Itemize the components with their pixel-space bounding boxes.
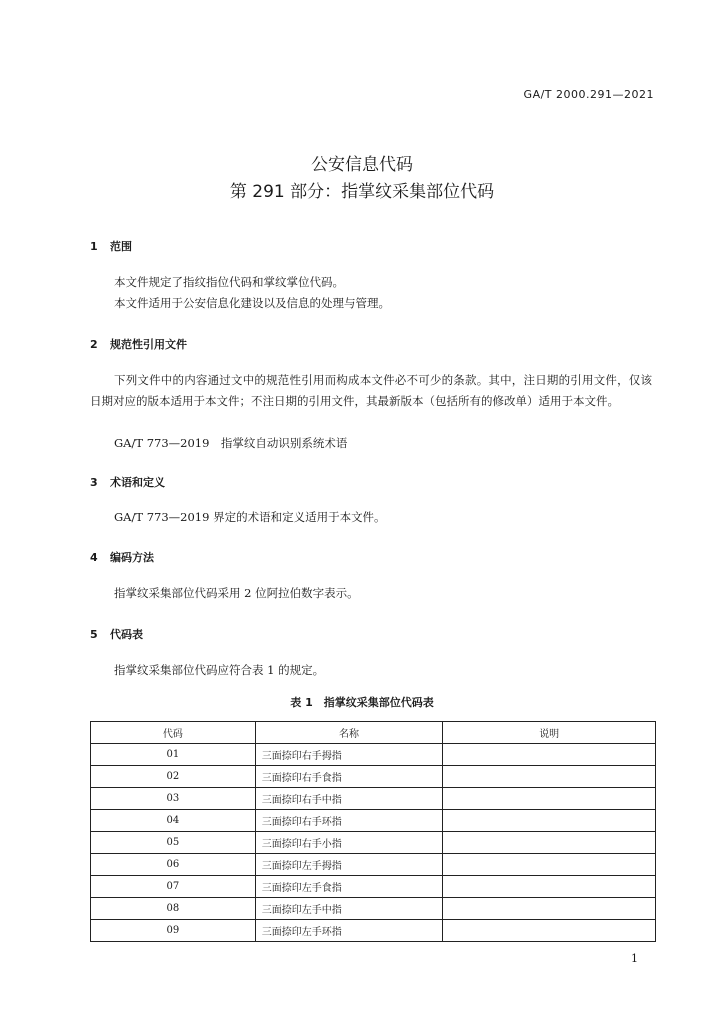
cell-note	[443, 744, 656, 766]
cell-note	[443, 920, 656, 942]
cell-name: 三面捺印右手拇指	[255, 744, 443, 766]
cell-code: 06	[91, 854, 256, 876]
cell-name: 三面捺印左手中指	[255, 898, 443, 920]
section-2-number: 2	[90, 338, 98, 351]
cell-name: 三面捺印左手食指	[255, 876, 443, 898]
cell-note	[443, 832, 656, 854]
code-table	[90, 721, 656, 942]
table-row	[91, 920, 656, 942]
section-3-number: 3	[90, 476, 98, 489]
cell-note	[443, 854, 656, 876]
cell-code: 02	[91, 766, 256, 788]
cell-code: 05	[91, 832, 256, 854]
section-5-heading	[90, 626, 143, 642]
table-row	[91, 744, 656, 766]
table-row	[91, 788, 656, 810]
cell-name: 三面捺印右手小指	[255, 832, 443, 854]
cell-note	[443, 876, 656, 898]
table-header-row	[91, 722, 656, 744]
cell-code: 08	[91, 898, 256, 920]
section-1-number: 1	[90, 240, 98, 253]
header-code: 代码	[91, 722, 256, 744]
table-row	[91, 810, 656, 832]
page-number: 1	[631, 952, 638, 965]
cell-code: 03	[91, 788, 256, 810]
cell-note	[443, 898, 656, 920]
section-1-para-1: 本文件规定了指纹指位代码和掌纹掌位代码。	[114, 275, 344, 289]
section-5-para-1: 指掌纹采集部位代码应符合表 1 的规定。	[114, 663, 325, 677]
table-row	[91, 766, 656, 788]
section-3-heading	[90, 474, 165, 490]
header-name: 名称	[255, 722, 443, 744]
section-3-title: 术语和定义	[110, 476, 165, 489]
section-1-para-2: 本文件适用于公安信息化建设以及信息的处理与管理。	[114, 296, 390, 310]
cell-name: 三面捺印右手环指	[255, 810, 443, 832]
header-note: 说明	[443, 722, 656, 744]
section-3-para-1: GA/T 773—2019 界定的术语和定义适用于本文件。	[114, 510, 386, 524]
table-row	[91, 854, 656, 876]
section-5-title: 代码表	[110, 628, 143, 641]
cell-note	[443, 788, 656, 810]
section-2-heading	[90, 336, 187, 352]
section-2-title: 规范性引用文件	[110, 338, 187, 351]
section-4-number: 4	[90, 551, 98, 564]
cell-note	[443, 766, 656, 788]
cell-name: 三面捺印右手食指	[255, 766, 443, 788]
standard-code: GA/T 2000.291—2021	[523, 88, 654, 101]
section-1-heading	[90, 238, 132, 254]
table-row	[91, 898, 656, 920]
doc-title: 公安信息代码	[311, 155, 413, 175]
table-row	[91, 876, 656, 898]
section-4-para-1: 指掌纹采集部位代码采用 2 位阿拉伯数字表示。	[114, 586, 359, 600]
cell-code: 07	[91, 876, 256, 898]
cell-name: 三面捺印左手拇指	[255, 854, 443, 876]
table-row	[91, 832, 656, 854]
cell-name: 三面捺印右手中指	[255, 788, 443, 810]
doc-subtitle: 第 291 部分：指掌纹采集部位代码	[229, 182, 495, 202]
section-4-title: 编码方法	[110, 551, 154, 564]
cell-code: 09	[91, 920, 256, 942]
section-5-number: 5	[90, 628, 98, 641]
section-2-para-1: 下列文件中的内容通过文中的规范性引用而构成本文件必不可少的条款。其中，注日期的引用文件，仅该日期对应的版本适用于本文件；不注日期的引用文件，其最新版本（包括所有的修改单）适用于本文件。	[90, 373, 652, 408]
cell-code: 01	[91, 744, 256, 766]
cell-name: 三面捺印左手环指	[255, 920, 443, 942]
section-2-para-2: GA/T 773—2019 指掌纹自动识别系统术语	[114, 436, 348, 450]
section-4-heading	[90, 549, 154, 565]
cell-note	[443, 810, 656, 832]
table-caption: 表 1 指掌纹采集部位代码表	[290, 696, 434, 709]
cell-code: 04	[91, 810, 256, 832]
section-1-title: 范围	[110, 240, 132, 253]
